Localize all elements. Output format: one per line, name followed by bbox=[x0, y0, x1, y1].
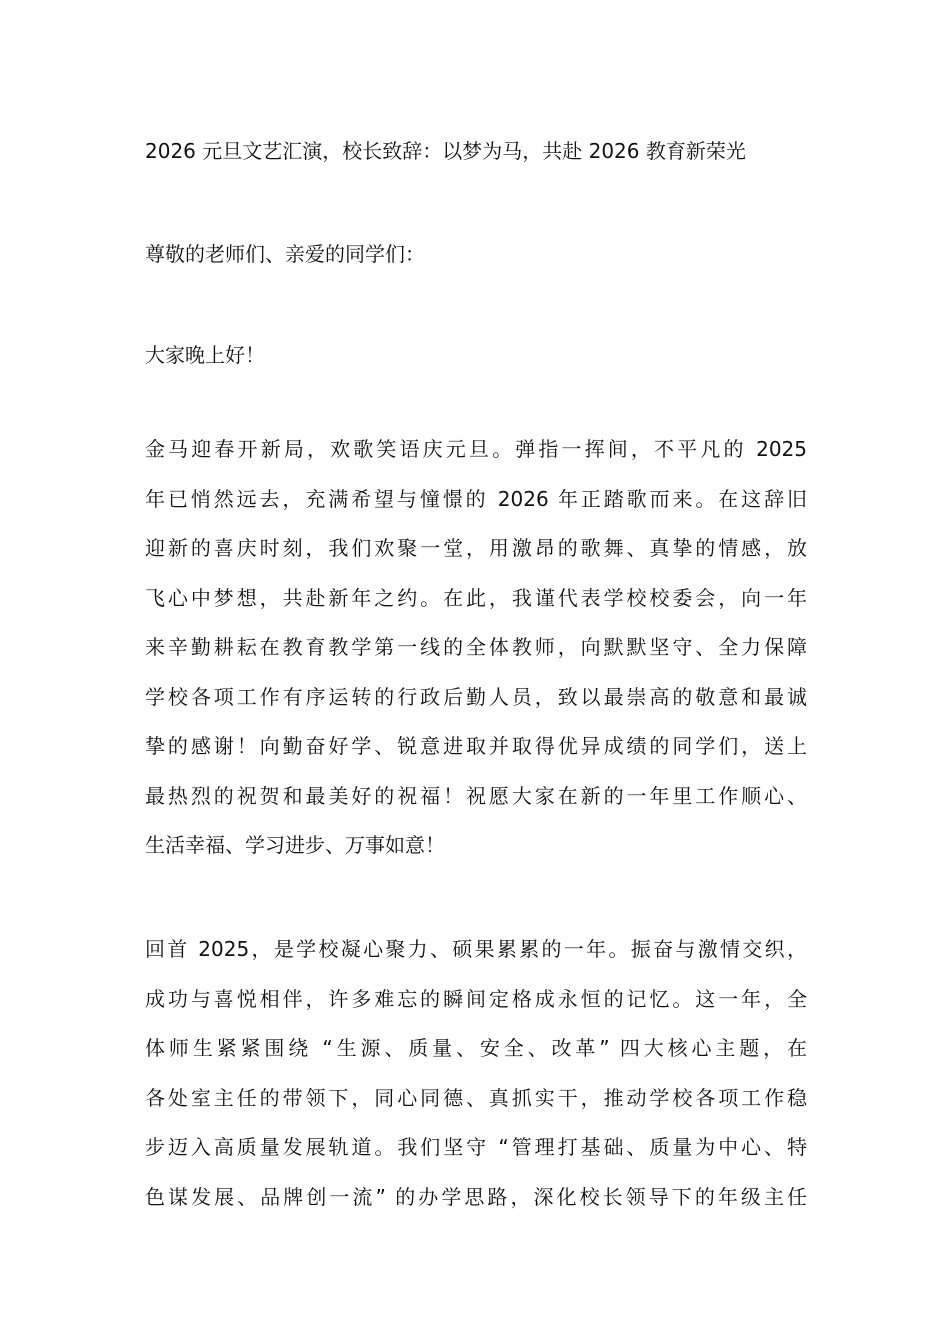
paragraph-line: 回首 2025，是学校凝心聚力、硕果累累的一年。振奋与激情交织， bbox=[145, 937, 807, 961]
paragraph-line: 挚的感谢！向勤奋好学、锐意进取并取得优异成绩的同学们，送上 bbox=[145, 734, 807, 758]
greeting: 大家晚上好！ bbox=[145, 343, 265, 367]
paragraph-line: 步迈入高质量发展轨道。我们坚守 “管理打基础、质量为中心、特 bbox=[145, 1135, 807, 1159]
paragraph-line: 色谋发展、品牌创一流” 的办学思路，深化校长领导下的年级主任 bbox=[145, 1184, 807, 1209]
salutation: 尊敬的老师们、亲爱的同学们： bbox=[145, 242, 425, 266]
paragraph-line: 学校各项工作有序运转的行政后勤人员，致以最崇高的敬意和最诚 bbox=[145, 684, 807, 709]
paragraph-line: 金马迎春开新局，欢歌笑语庆元旦。弹指一挥间，不平凡的 2025 bbox=[145, 437, 807, 461]
paragraph-line: 迎新的喜庆时刻，我们欢聚一堂，用激昂的歌舞、真挚的情感，放 bbox=[145, 536, 807, 560]
paragraph-line: 来辛勤耕耘在教育教学第一线的全体教师，向默默坚守、全力保障 bbox=[145, 635, 807, 659]
paragraph-line: 年已悄然远去，充满希望与憧憬的 2026 年正踏歌而来。在这辞旧 bbox=[145, 486, 807, 511]
paragraph-2 bbox=[145, 925, 807, 1222]
paragraph-line: 生活幸福、学习进步、万事如意！ bbox=[145, 833, 445, 857]
paragraph-line: 成功与喜悦相伴，许多难忘的瞬间定格成永恒的记忆。这一年，全 bbox=[145, 986, 807, 1011]
paragraph-line: 体师生紧紧围绕 “生源、质量、安全、改革” 四大核心主题，在 bbox=[145, 1036, 807, 1060]
paragraph-line: 各处室主任的带领下，同心同德、真抓实干，推动学校各项工作稳 bbox=[145, 1085, 807, 1110]
paragraph-1 bbox=[145, 425, 807, 871]
document-title: 2026 元旦文艺汇演，校长致辞：以梦为马，共赴 2026 教育新荣光 bbox=[145, 139, 746, 163]
paragraph-line: 飞心中梦想，共赴新年之约。在此，我谨代表学校校委会，向一年 bbox=[145, 585, 807, 610]
paragraph-line: 最热烈的祝贺和最美好的祝福！祝愿大家在新的一年里工作顺心、 bbox=[145, 783, 807, 808]
